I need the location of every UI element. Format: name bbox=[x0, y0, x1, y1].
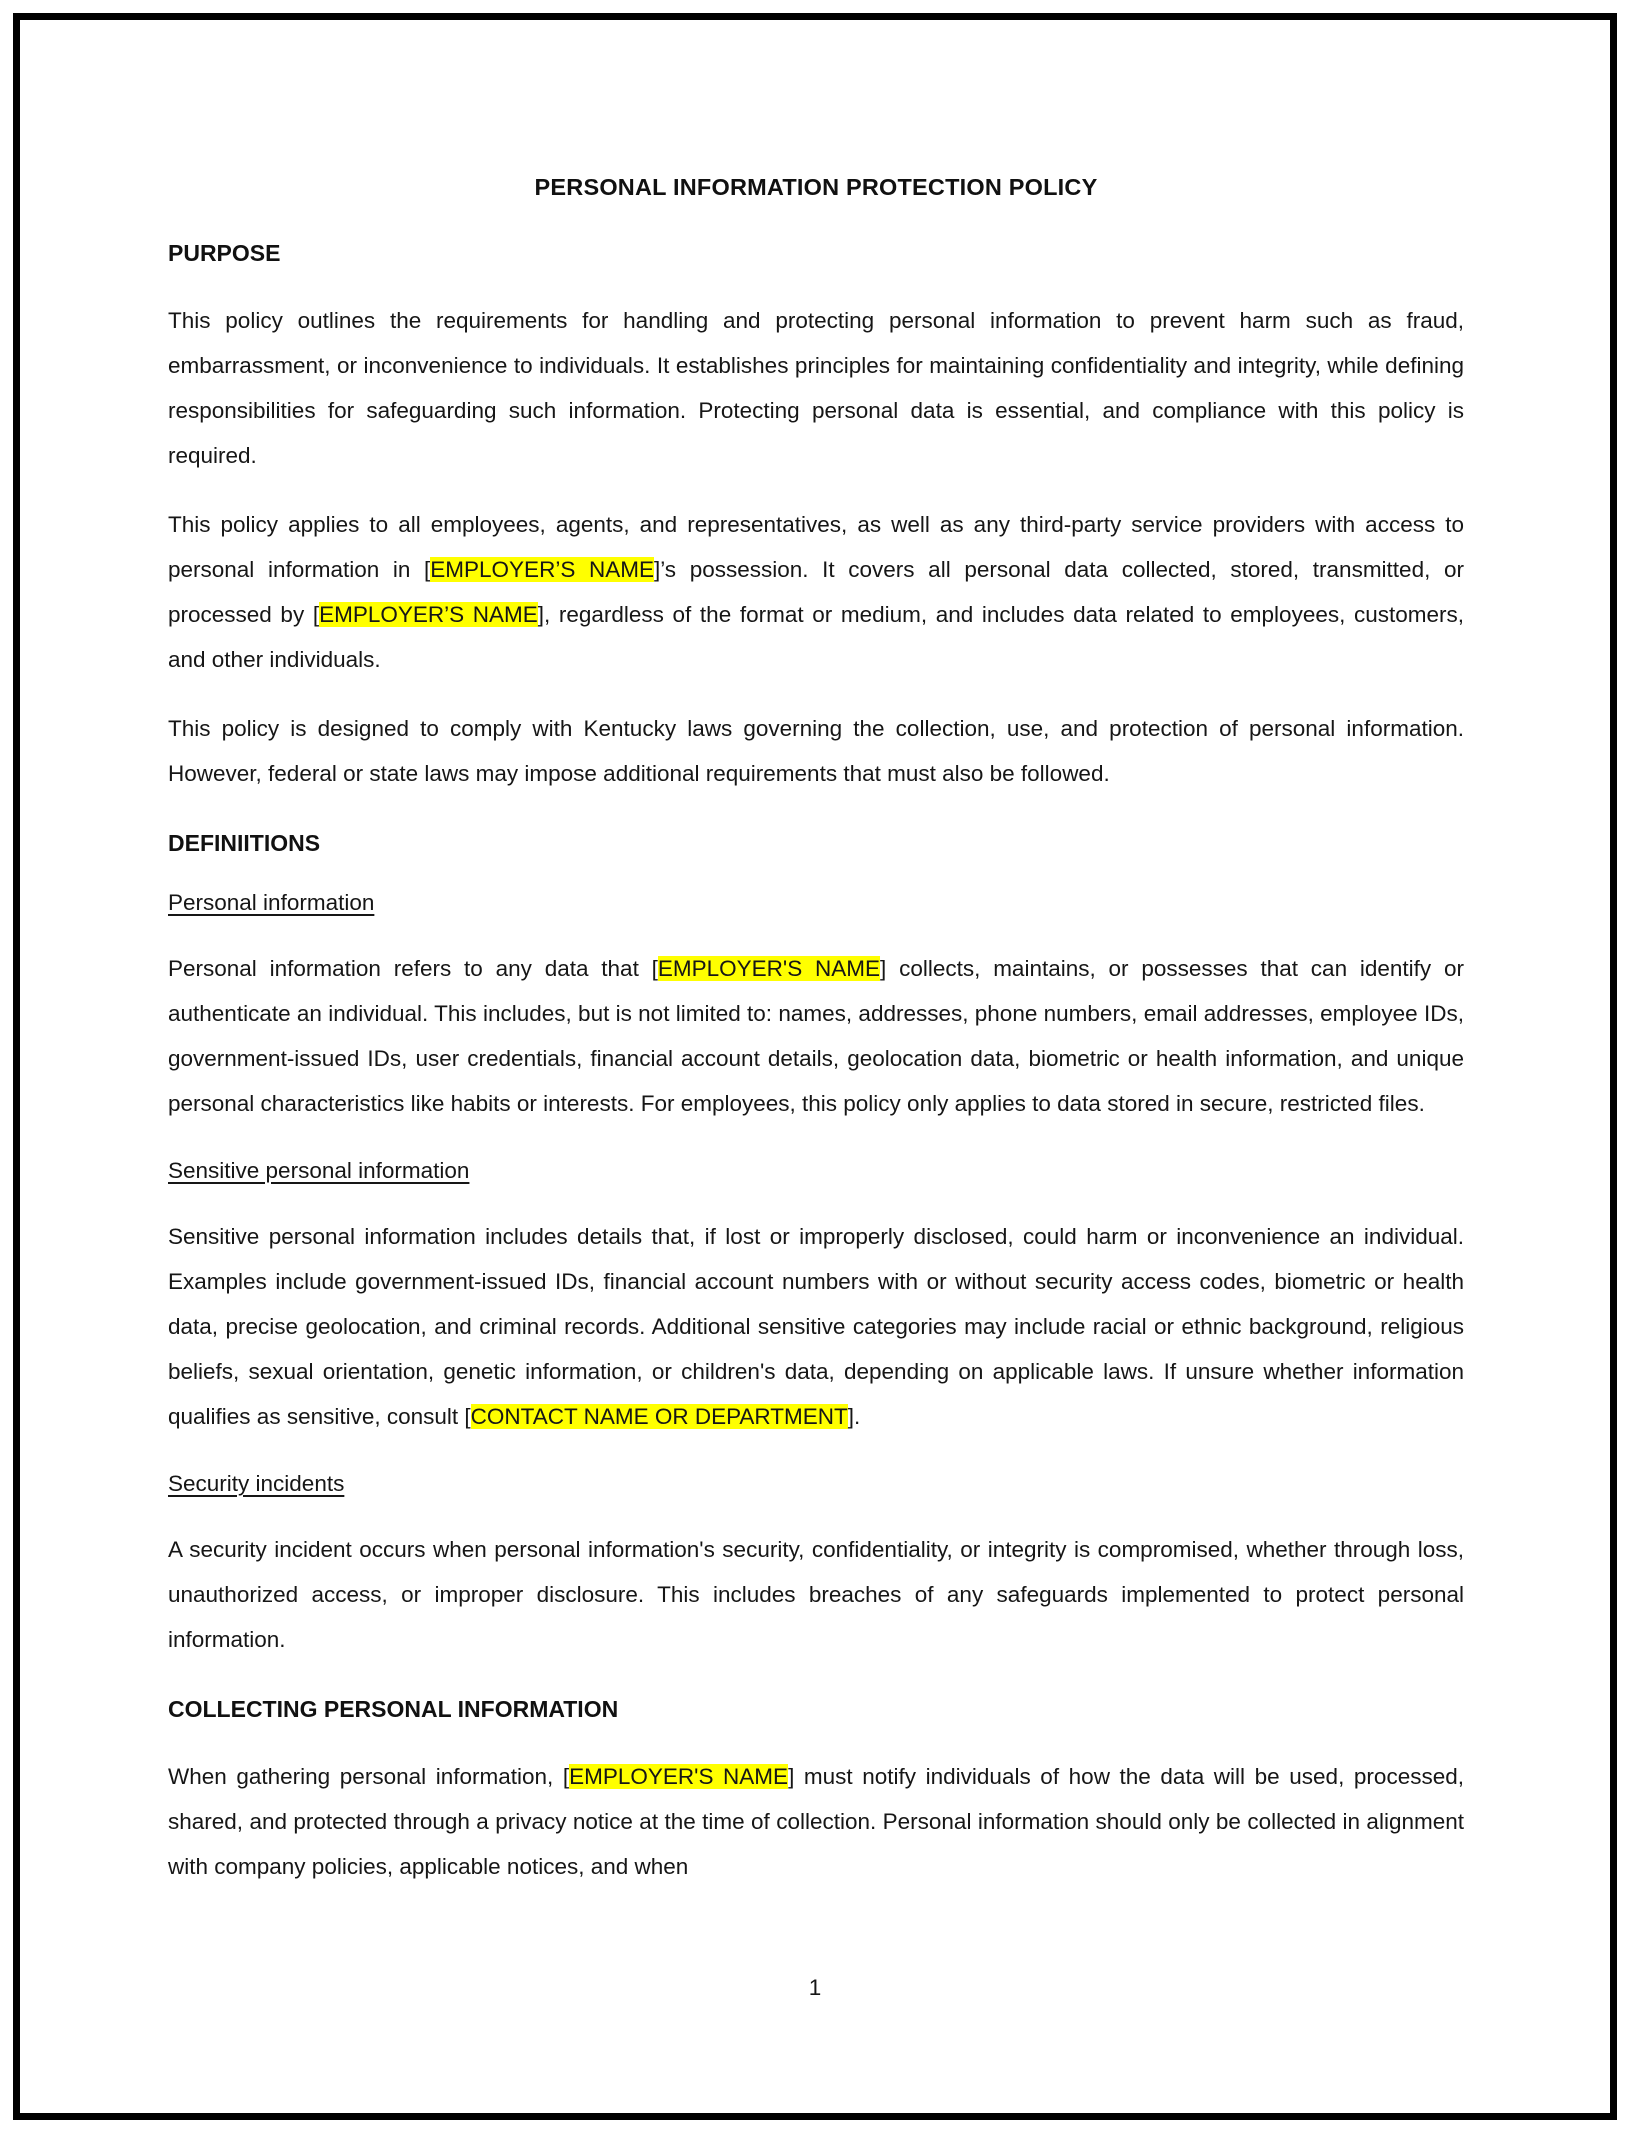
section-heading: COLLECTING PERSONAL INFORMATION bbox=[168, 1696, 619, 1722]
document-title: PERSONAL INFORMATION PROTECTION POLICY bbox=[534, 174, 1098, 200]
document-body bbox=[168, 238, 1464, 1889]
subsection-heading: Security incidents bbox=[168, 1471, 345, 1496]
text-run: Personal information refers to any data that [ bbox=[168, 956, 658, 981]
text-run: ] collects, maintains, or possesses that can identify or authenticate an individual. This includes, but is not limited to: names, addresses, phone numbers, email addresses, employee IDs, government-issued IDs, user credentials, financial account details, geolocation data, biometric or health information, and unique personal characteristics like habits or interests. For employees, this policy only applies to data stored in secure, restricted files. bbox=[168, 956, 1464, 1116]
document-content bbox=[20, 20, 1610, 1913]
highlighted-placeholder: EMPLOYER'S NAME bbox=[569, 1764, 789, 1789]
section-heading: PURPOSE bbox=[168, 240, 281, 266]
text-run: This policy is designed to comply with Kentucky laws governing the collection, use, and protection of personal information. However, federal or state laws may impose additional requirements that must also be followed. bbox=[168, 716, 1464, 786]
body-paragraph bbox=[168, 946, 1464, 1126]
body-paragraph bbox=[168, 298, 1464, 478]
subsection-heading: Personal information bbox=[168, 890, 375, 915]
highlighted-placeholder: EMPLOYER'S NAME bbox=[657, 956, 881, 981]
highlighted-placeholder: EMPLOYER’S NAME bbox=[319, 602, 538, 627]
text-run: This policy outlines the requirements for handling and protecting personal information to prevent harm such as fraud, embarrassment, or inconvenience to individuals. It establishes principles for maintaining confidentiality and integrity, while defining responsibilities for safeguarding such information. Protecting personal data is essential, and compliance with this policy is required. bbox=[168, 308, 1464, 468]
body-paragraph bbox=[168, 1214, 1464, 1439]
text-run: ] must notify individuals of how the data will be used, processed, shared, and protected through a privacy notice at the time of collection. Personal information should only be collected in alignment with company policies, applicable notices, and when bbox=[168, 1764, 1464, 1879]
text-run: This policy applies to all employees, agents, and representatives, as well as any third-party service providers with access to personal information in [ bbox=[168, 512, 1464, 582]
body-paragraph bbox=[168, 1754, 1464, 1889]
body-paragraph bbox=[168, 1527, 1464, 1662]
text-run: ]. bbox=[847, 1404, 861, 1429]
text-run: ], regardless of the format or medium, and includes data related to employees, customers, and other individuals. bbox=[168, 602, 1464, 672]
highlighted-placeholder: CONTACT NAME OR DEPARTMENT bbox=[470, 1404, 848, 1429]
text-run: A security incident occurs when personal information's security, confidentiality, or integrity is compromised, whether through loss, unauthorized access, or improper disclosure. This includes breaches of any safeguards implemented to protect personal information. bbox=[168, 1537, 1464, 1652]
highlighted-placeholder: EMPLOYER’S NAME bbox=[430, 557, 654, 582]
page-number: 1 bbox=[808, 1975, 822, 2000]
section-heading: DEFINIITIONS bbox=[168, 830, 321, 856]
text-run: Sensitive personal information includes details that, if lost or improperly disclosed, could harm or inconvenience an individual. Examples include government-issued IDs, financial account numbers with or without security access codes, biometric or health data, precise geolocation, and criminal records. Additional sensitive categories may include racial or ethnic background, religious beliefs, sexual orientation, genetic information, or children's data, depending on applicable laws. If unsure whether information qualifies as sensitive, consult [ bbox=[168, 1224, 1464, 1429]
text-run: When gathering personal information, [ bbox=[168, 1764, 570, 1789]
text-run: ]’s possession. It covers all personal data collected, stored, transmitted, or processed by [ bbox=[168, 557, 1464, 627]
subsection-heading: Sensitive personal information bbox=[168, 1158, 470, 1183]
body-paragraph bbox=[168, 706, 1464, 796]
body-paragraph bbox=[168, 502, 1464, 682]
page-border bbox=[13, 13, 1617, 2120]
